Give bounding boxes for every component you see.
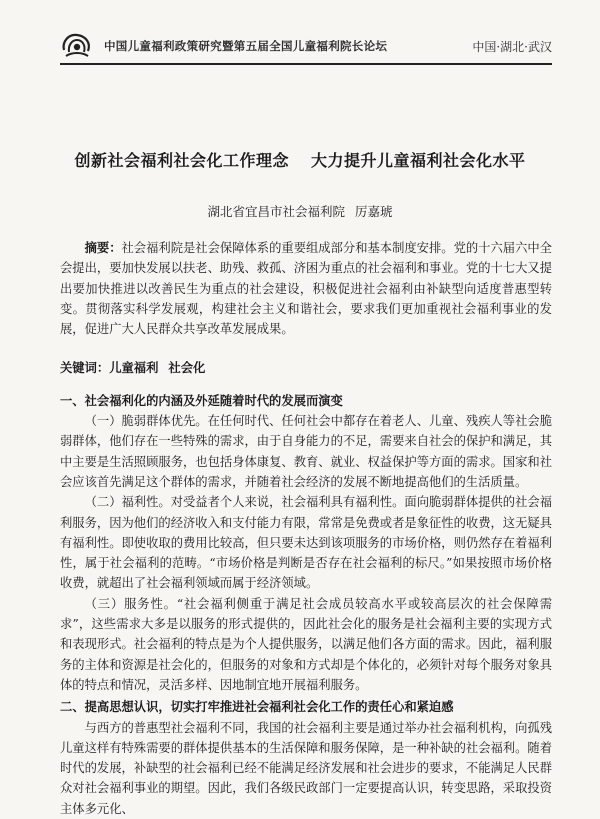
- paragraph-2: （二）福利性。对受益者个人来说，社会福利具有福利性。面向脆弱群体提供的社会福利服务，因为他们的经济收入和支付能力有限，常常是免费或者是象征性的收费，这无疑具有福利性。即使收取的费用比较高，但只要未达到该项服务的市场价格，则仍然存在着福利性，属于社会福利的范畴。“市场价格是判断是否存在社会福利的标尺。”如果按照市场价格收费，就超出了社会福利领域而属于经济领域。: [60, 495, 552, 591]
- abstract-label: 摘要：: [84, 240, 122, 255]
- keyword-1: 儿童福利: [109, 360, 159, 376]
- keywords-label: 关键词：: [60, 360, 110, 376]
- author-line: [0, 202, 600, 220]
- author-name: 厉嘉琥: [355, 204, 393, 219]
- header-rule: [60, 63, 552, 65]
- paragraph-3: （三）服务性。“社会福利侧重于满足社会成员较高水平或较高层次的社会保障需求”，这些需求大多是以服务的形式提供的，因此社会化的服务是社会福利主要的实现方式和表现形式。社会福利的特点是为个人提供服务，以满足他们各方面的需求。因此，福利服务的主体和资源是社会化的，但服务的对象和方式却是个体化的，必须针对每个服务对象具体的特点和情况，灵活多样、因地制宜地开展福利服务。: [60, 596, 552, 692]
- section-2-heading: 二、提高思想认识，切实打牢推进社会福利社会化工作的责任心和紧迫感: [60, 699, 454, 715]
- section-1-heading: 一、社会福利化的内涵及外延随着时代的发展而演变: [60, 392, 343, 408]
- paragraph-1: （一）脆弱群体优先。在任何时代、任何社会中都存在着老人、儿童、残疾人等社会脆弱群体，他们存在一些特殊的需求，由于自身能力的不足，需要来自社会的保护和满足，其中主要是生活照顾服务，也包括身体康复、教育、就业、权益保护等方面的需求。国家和社会应该首先满足这个群体的需求，并随着社会经济的发展不断地提高他们的生活质量。: [60, 414, 552, 489]
- title-part-1: 创新社会福利社会化工作理念: [74, 151, 289, 170]
- article-title: [0, 148, 600, 171]
- header-series-title: 中国儿童福利政策研究暨第五届全国儿童福利院长论坛: [104, 39, 388, 53]
- conference-logo-icon: [60, 30, 94, 60]
- title-part-2: 大力提升儿童福利社会化水平: [311, 151, 526, 170]
- abstract: [60, 238, 552, 339]
- keyword-2: 社会化: [168, 360, 206, 376]
- paragraph-4: 与西方的普惠型社会福利不同，我国的社会福利主要是通过举办社会福利机构，向孤残儿童这样有特殊需要的群体提供基本的生活保障和服务保障，是一种补缺的社会福利。随着时代的发展，补缺型的社会福利已经不能满足经济发展和社会进步的要求，不能满足人民群众对社会福利事业的期望。因此，我们各级民政部门一定要提高认识，转变思路，采取投资主体多元化、: [60, 720, 552, 816]
- abstract-text: 社会福利院是社会保障体系的重要组成部分和基本制度安排。党的十六届六中全会提出，要加快发展以扶老、助残、救孤、济困为重点的社会福利和事业。党的十七大又提出要加快推进以改善民生为重点的社会建设，积极促进社会福利由补缺型向适度普惠型转变。贯彻落实科学发展观，构建社会主义和谐社会，要求我们更加重视社会福利事业的发展，促进广大人民群众共享改革发展成果。: [60, 241, 552, 337]
- article-body: [60, 238, 552, 819]
- keywords: [60, 358, 552, 378]
- running-header: [60, 30, 552, 62]
- affiliation: 湖北省宜昌市社会福利院: [207, 204, 345, 219]
- header-location: 中国·湖北·武汉: [472, 40, 552, 54]
